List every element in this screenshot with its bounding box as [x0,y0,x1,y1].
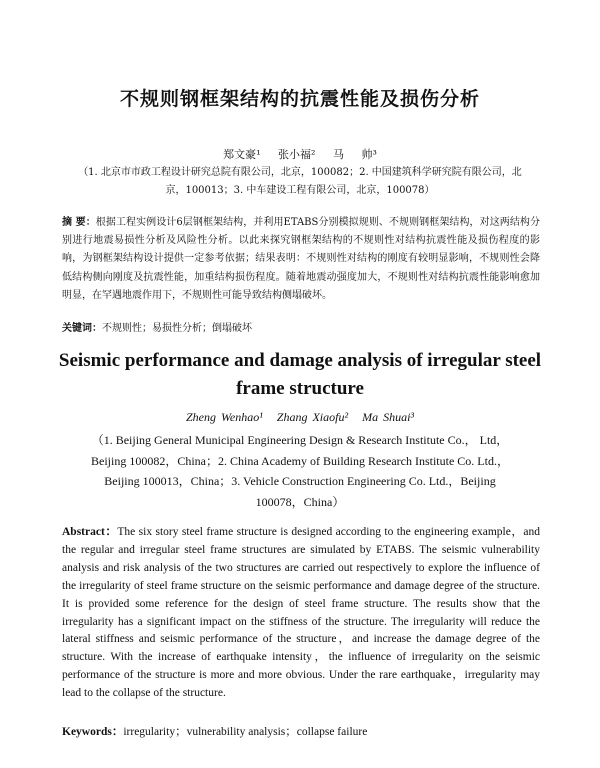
english-authors [0,410,600,425]
chinese-abstract [62,214,540,305]
chinese-abstract-text: 根据工程实例设计6层钢框架结构，并利用ETABS分别模拟规则、不规则钢框架结构，对这两结构分别进行地震易损性分析及风险性分析。以此来探究钢框架结构的不规则性对结构抗震性能及损伤程度的影响，为钢框架结构设计提供一定参考依据；结果表明：不规则性对结构的刚度有较明显影响，不规则性会降低结构侧向刚度及抗震性能，加重结构损伤程度。随着地震动强度加大，不规则性对结构抗震性能影响愈加明显，在罕遇地震作用下，不规则性可能导致结构侧塌破坏。 [62,217,540,301]
chinese-keywords [62,321,540,337]
chinese-authors: 郑文豪¹ 张小福² 马 帅³ [223,148,377,161]
chinese-keywords-label: 关键词： [62,323,102,334]
author-3: Ma Shuai³ [362,410,415,424]
english-keywords-label: Keywords： [62,726,124,738]
english-abstract-label: Abstract： [62,526,118,538]
english-abstract-text: The six story steel frame structure is designed according to the engineering example，and the regular and irregular steel frame structures are simulated by ETABS. The seismic vulnerability analysis and risk analysis of the two structures are carried out respectively to explore the influence of the irregularity of steel frame structure on the seismic performance and damage degree of the structure. It is provided some reference for the design of steel frame structure. The results show that the irregularity has a significant impact on the stiffness of the structure. The irregularity will reduce the lateral stiffness and seismic performance of the structure，and increase the damage degree of the structure. With the increase of earthquake intensity，the influence of irregularity on the seismic performance of the structure is more and more obvious. Under the rare earthquake，irregularity may lead to the collapse of the structure. [62,526,541,700]
english-keywords-text: irregularity；vulnerability analysis；collapse failure [123,726,368,738]
english-affiliations: （1. Beijing General Municipal Engineering Design & Research Institute Co.， Ltd，Beijing 100082，China；2. China Academy of Building Research Institute Co. Ltd.，Beijing 100013，China；3. Vehicle Construction Engineering Co. Ltd.，Beijing 100078，China） [91,433,509,509]
author-1: Zheng Wenhao¹ [185,410,263,424]
author-2: Zhang Xiaofu² [276,410,349,424]
english-keywords [62,724,540,740]
chinese-affiliations: （1. 北京市市政工程设计研究总院有限公司，北京，100082；2. 中国建筑科学研究院有限公司，北京，100013；3. 中车建设工程有限公司，北京，100078） [78,167,522,196]
chinese-keywords-text: 不规则性；易损性分析；倒塌破坏 [102,323,252,334]
english-title: Seismic performance and damage analysis of irregular steel frame structure [58,350,542,399]
english-abstract [62,524,540,703]
chinese-title: 不规则钢框架结构的抗震性能及损伤分析 [119,88,480,110]
chinese-abstract-label: 摘 要： [62,217,96,228]
